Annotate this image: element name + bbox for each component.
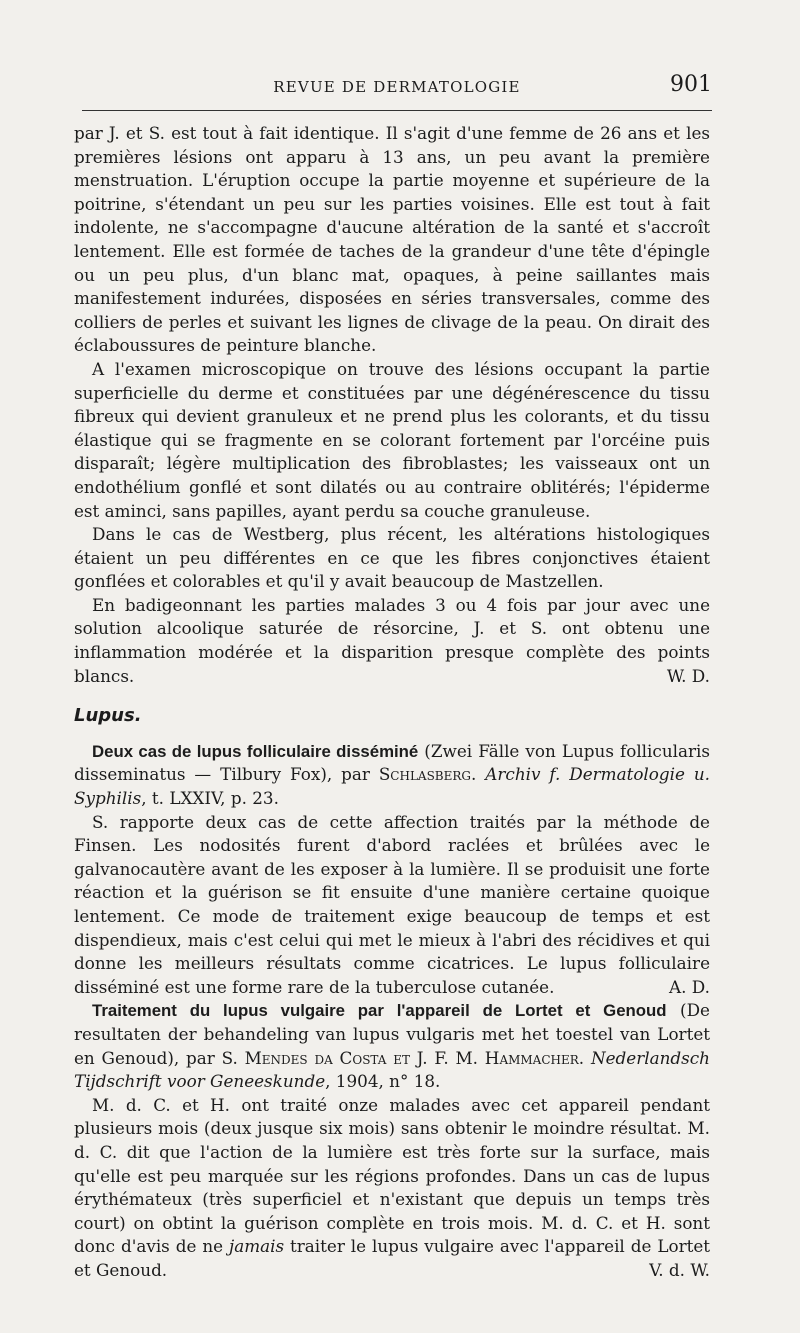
intro-paragraph-4-text: En badigeonnant les parties malades 3 ou 4 fois par jour avec une solution alcoolique saturée de résorcine, J. et S. ont obtenu une inflammation modérée et la disparition presque complète des points blancs. <box>74 594 710 686</box>
article-2-title: Traitement du lupus vulgaire par l'appareil de Lortet et Genoud <box>92 1001 667 1021</box>
article-2-citation-sep: . <box>578 1047 591 1068</box>
article-2-paragraph <box>74 1094 710 1283</box>
intro-paragraph-3: Dans le cas de Westberg, plus récent, les altérations histologiques étaient un peu différentes en ce que les fibres conjonctives étaient gonflées et colorables et qu'il y avait beaucoup de Mastzellen. <box>74 524 710 592</box>
article-1-journal: Archiv f. Dermatologie u. Syphilis <box>74 764 710 809</box>
article-2-journal: Nederlandsch Tijdschrift voor Geneeskunde <box>74 1047 710 1092</box>
running-title: REVUE DE DERMATOLOGIE <box>273 78 521 96</box>
article-2-text: M. d. C. et H. ont traité onze malades avec cet appareil pendant plusieurs mois (deux jusque six mois) sans obtenir le moindre résultat. M. d. C. dit que l'action de la lumière est très forte sur la surface, mais qu'elle est peu marquée sur les régions profondes. Dans un cas de lupus érythémateux (très superficiel et n'existant que depuis un temps très court) on obtint la guérison complète en trois mois. M. d. C. et H. sont donc d'avis de ne <box>74 1094 710 1257</box>
article-2-authors: S. Mendes da Costa et J. F. M. Hammacher <box>221 1047 579 1068</box>
intro-paragraph-4 <box>74 594 710 688</box>
article-1-text: S. rapporte deux cas de cette affection traités par la méthode de Finsen. Les nodosités furent d'abord raclées et brûlées avec le galvanocautère avant de les exposer à la lumière. Il se produisit une forte réaction et la guérison se fit ensuite d'une manière certaine quoique lentement. Ce mode de traitement exige beaucoup de temps et est dispendieux, mais c'est celui qui met le mieux à l'abri des récidives et qui donne les meilleurs résultats comme cicatrices. Le lupus folliculaire disséminé est une forme rare de la tuberculose cutanée. <box>74 811 710 997</box>
article-2-heading <box>74 999 710 1093</box>
intro-paragraph-1: par J. et S. est tout à fait identique. Il s'agit d'une femme de 26 ans et les premières lésions ont apparu à 13 ans, un peu avant la première menstruation. L'éruption occupe la partie moyenne et supérieure de la poitrine, s'étendant un peu sur les parties voisines. Elle est tout à fait indolente, ne s'accompagne d'aucune altération de la santé et s'accroît lentement. Elle est formée de taches de la grandeur d'une tête d'épingle ou un peu plus, d'un blanc mat, opaques, à peine saillantes mais manifestement indurées, disposées en séries transversales, comme des colliers de perles et suivant les lignes de clivage de la peau. On dirait des éclaboussures de peinture blanche. <box>74 123 710 356</box>
article-1-citation-sep: . <box>471 764 486 785</box>
article-1-citation: (Zwei Fälle von Lupus follicularis disseminatus — Tilbury Fox), par <box>74 740 710 785</box>
article-1-heading <box>74 740 710 811</box>
body-text <box>74 122 710 1283</box>
article-2-citation: (De resultaten der behandeling van lupus vulgaris met het toestel van Lortet en Genoud), par <box>74 1000 710 1068</box>
author-initials: W. D. <box>666 665 710 686</box>
intro-paragraph-2: A l'examen microscopique on trouve des lésions occupant la partie superficielle du derme et constituées par une dégénérescence du tissu fibreux qui devient granuleux et ne prend plus les colorants, et du tissu élastique qui se fragmente en se colorant fortement par l'orcéine puis disparaît; légère multiplication des fibroblastes; les vaisseaux ont un endothélium gonflé et sont dilatés ou au contraire oblitérés; l'épiderme est aminci, sans papilles, ayant perdu sa couche granuleuse. <box>74 358 710 521</box>
page-number: 901 <box>670 72 712 97</box>
article-1-title: Deux cas de lupus folliculaire disséminé <box>92 741 419 761</box>
page-header <box>82 72 712 108</box>
article-2-text-end: traiter le lupus vulgaire avec l'appareil de Lortet et Genoud. <box>74 1236 711 1280</box>
author-initials: A. D. <box>669 976 710 997</box>
author-initials: V. d. W. <box>649 1259 710 1280</box>
article-1-paragraph <box>74 811 710 1000</box>
article-2-reference: , 1904, n° 18. <box>325 1071 441 1092</box>
header-rule <box>82 110 712 111</box>
article-2-emphasis: jamais <box>228 1236 285 1257</box>
section-title: Lupus. <box>74 705 142 727</box>
article-1-reference: , t. LXXIV, p. 23. <box>141 788 279 809</box>
article-1-author: Schlasberg <box>378 764 472 785</box>
